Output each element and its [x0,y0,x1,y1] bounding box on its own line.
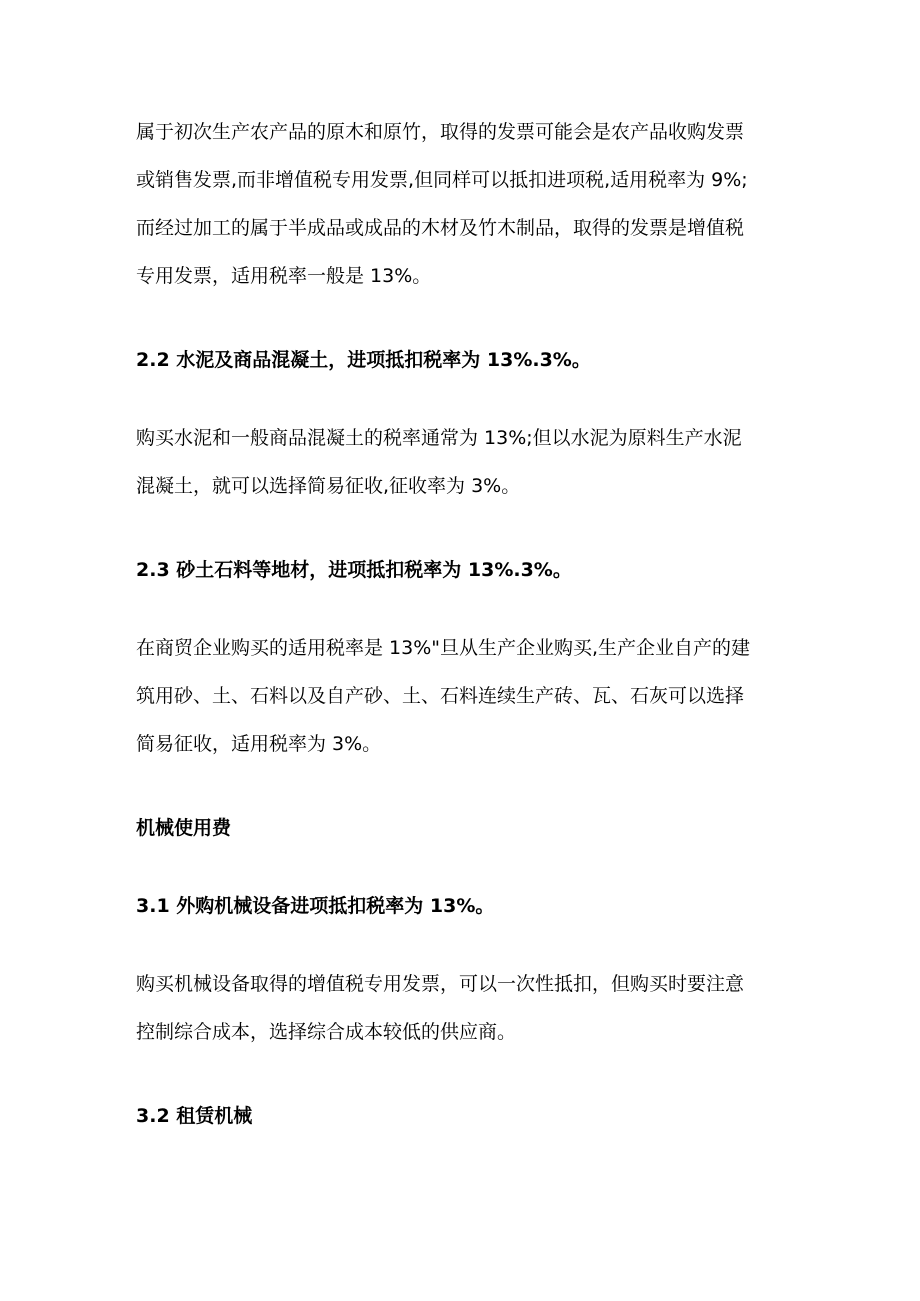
paragraph-line: 而经过加工的属于半成品或成品的木材及竹木制品，取得的发票是增值税 [136,217,745,239]
section-heading-3-2: 3.2 租赁机械 [136,1105,253,1127]
paragraph-line: 或销售发票,而非增值税专用发票,但同样可以抵扣进项税,适用税率为 9%; [136,169,748,191]
paragraph-line: 混凝土，就可以选择简易征收,征收率为 3%。 [136,475,521,497]
paragraph-wood-bamboo [136,108,796,300]
paragraph-line: 属于初次生产农产品的原木和原竹，取得的发票可能会是农产品收购发票 [136,121,745,143]
paragraph-cement [136,414,796,510]
paragraph-sand-stone [136,624,796,768]
section-heading-2-3: 2.3 砂土石料等地材，进项抵扣税率为 13%.3%。 [136,559,572,581]
paragraph-line: 控制综合成本，选择综合成本较低的供应商。 [136,1021,517,1043]
document-page [136,108,796,1140]
paragraph-line: 购买水泥和一般商品混凝土的税率通常为 13%;但以水泥为原料生产水泥 [136,427,742,449]
section-heading-machinery: 机械使用费 [136,817,232,839]
paragraph-line: 购买机械设备取得的增值税专用发票，可以一次性抵扣，但购买时要注意 [136,973,745,995]
section-heading-2-2: 2.2 水泥及商品混凝土，进项抵扣税率为 13%.3%。 [136,349,591,371]
paragraph-line: 专用发票，适用税率一般是 13%。 [136,265,432,287]
paragraph-line: 简易征收，适用税率为 3%。 [136,733,382,755]
section-heading-3-1: 3.1 外购机械设备进项抵扣税率为 13%。 [136,895,495,917]
paragraph-line: 筑用砂、土、石料以及自产砂、土、石料连续生产砖、瓦、石灰可以选择 [136,685,745,707]
paragraph-line: 在商贸企业购买的适用税率是 13%"旦从生产企业购买,生产企业自产的建 [136,637,751,659]
paragraph-equipment [136,960,796,1056]
